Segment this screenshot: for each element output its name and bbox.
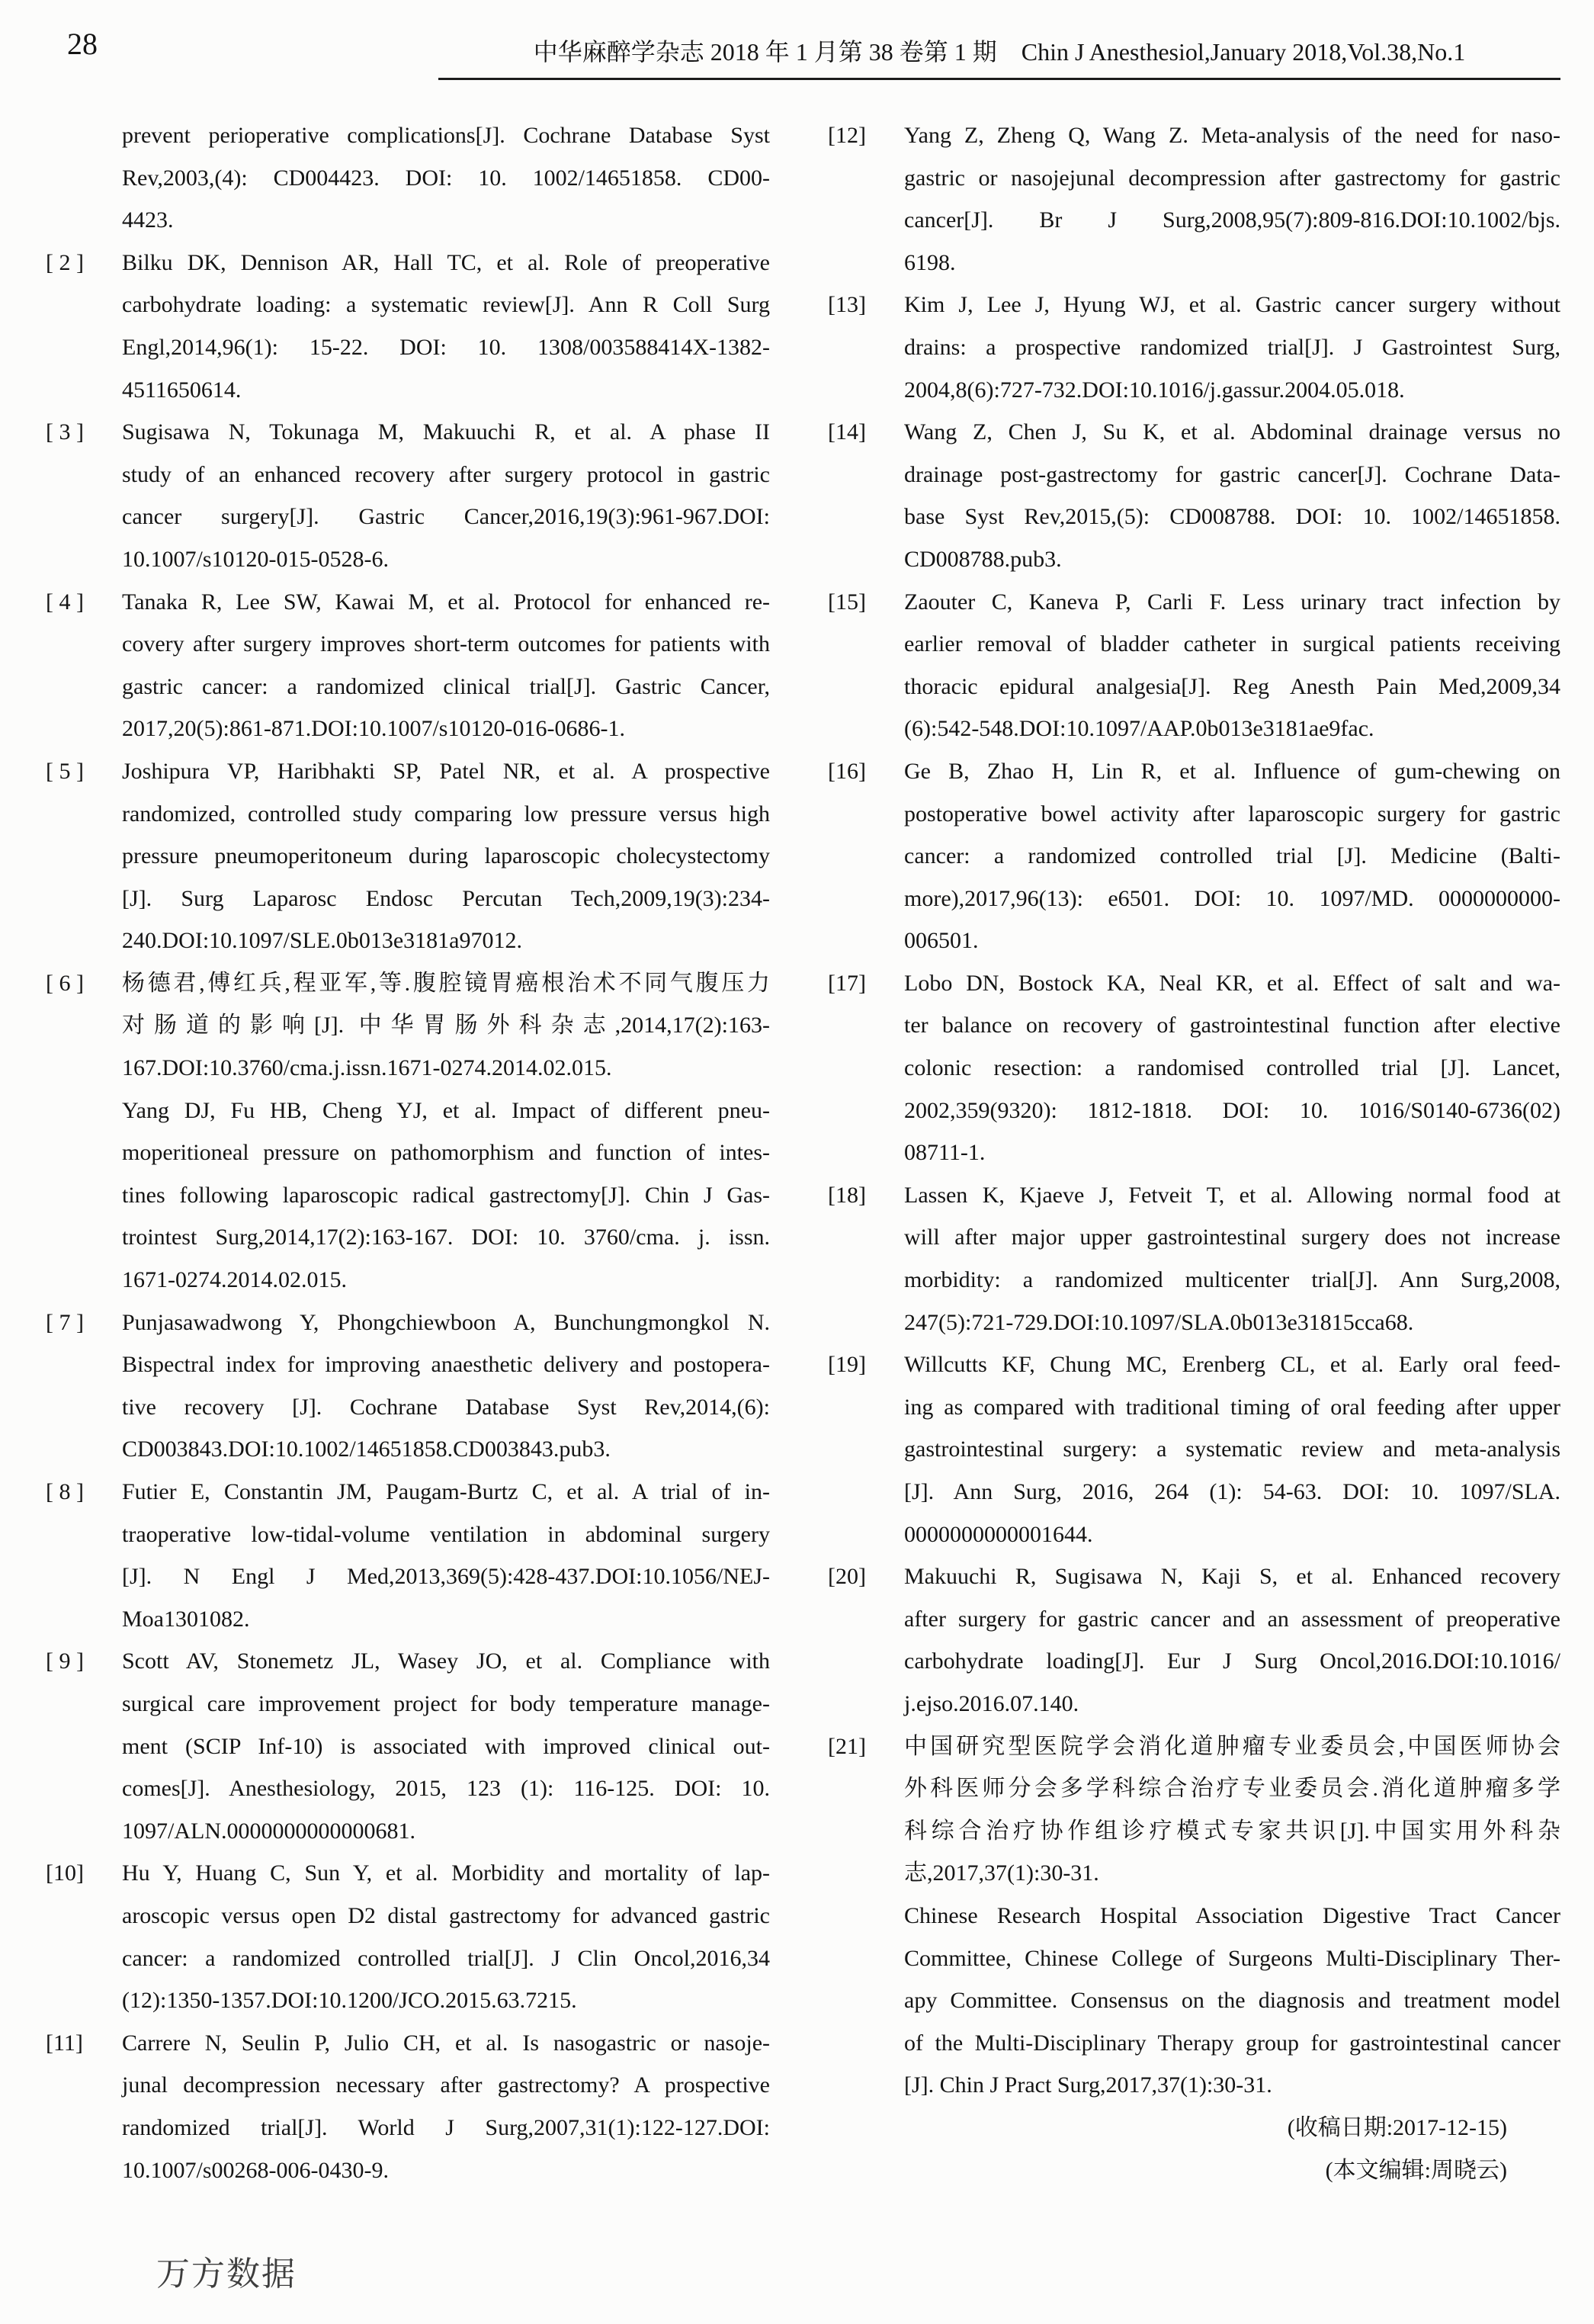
reference-block [828, 962, 1560, 1174]
reference-line: study of an enhanced recovery after surgery protocol in gastric [122, 461, 770, 487]
reference-line: (本文编辑:周晓云) [1325, 2157, 1507, 2183]
reference-line: Bispectral index for improving anaesthetic delivery and postopera- [122, 1352, 770, 1378]
reference-block [828, 1343, 1560, 1555]
reference-label: [12] [828, 123, 866, 148]
reference-block [828, 1725, 1560, 1895]
reference-line: 1671-0274.2014.02.015. [122, 1267, 347, 1293]
reference-line: 4511650614. [122, 377, 242, 403]
reference-line: 167.DOI:10.3760/cma.j.issn.1671-0274.2014.02.015. [122, 1055, 612, 1081]
reference-line: 08711-1. [904, 1140, 986, 1166]
reference-line: morbidity: a randomized multicenter trial[J]. Ann Surg,2008, [904, 1267, 1560, 1293]
reference-line: trointest Surg,2014,17(2):163-167. DOI: 10. 3760/cma. j. issn. [122, 1225, 770, 1250]
reference-line: apy Committee. Consensus on the diagnosis and treatment model [904, 1988, 1560, 2014]
reference-line: carbohydrate loading[J]. Eur J Surg Oncol,2016.DOI:10.1016/ [904, 1648, 1560, 1674]
reference-label: [21] [828, 1733, 866, 1759]
reference-line: (6):542-548.DOI:10.1097/AAP.0b013e3181ae9fac. [904, 716, 1374, 742]
reference-line: (12):1350-1357.DOI:10.1200/JCO.2015.63.7215. [122, 1988, 577, 2014]
reference-line: 247(5):721-729.DOI:10.1097/SLA.0b013e31815cca68. [904, 1309, 1414, 1335]
reference-block [46, 1640, 770, 1852]
reference-block [46, 1852, 770, 2021]
reference-block [828, 2149, 1560, 2192]
reference-block [46, 242, 770, 411]
reference-line: aroscopic versus open D2 distal gastrectomy for advanced gastric [122, 1902, 770, 1928]
reference-line: earlier removal of bladder catheter in surgical patients receiving [904, 631, 1560, 657]
watermark-wanfang: 万方数据 [156, 2255, 297, 2293]
reference-line: 4423. [122, 207, 174, 233]
reference-line: Moa1301082. [122, 1606, 250, 1632]
reference-line: 2017,20(5):861-871.DOI:10.1007/s10120-016-0686-1. [122, 716, 625, 742]
reference-label: [ 8 ] [46, 1479, 84, 1504]
reference-columns [46, 114, 1560, 2191]
reference-line: thoracic epidural analgesia[J]. Reg Anesth Pain Med,2009,34 [904, 673, 1560, 699]
reference-block [46, 114, 770, 242]
reference-line: gastric cancer: a randomized clinical trial[J]. Gastric Cancer, [122, 673, 770, 699]
reference-line: 外科医师分会多学科综合治疗专业委员会.消化道肿瘤多学 [904, 1776, 1560, 1802]
reference-list-right [828, 114, 1560, 2191]
reference-line: 中国研究型医院学会消化道肿瘤专业委员会,中国医师协会 [904, 1733, 1560, 1759]
reference-label: [14] [828, 419, 866, 445]
reference-line: j.ejso.2016.07.140. [904, 1690, 1079, 1716]
reference-line: Punjasawadwong Y, Phongchiewboon A, Bunchungmongkol N. [122, 1309, 770, 1335]
reference-label: [ 6 ] [46, 970, 84, 996]
reference-line: Chinese Research Hospital Association Digestive Tract Cancer [904, 1902, 1560, 1928]
reference-label: [10] [46, 1860, 84, 1886]
reference-label: [20] [828, 1564, 866, 1590]
reference-line: 0000000000001644. [904, 1521, 1093, 1547]
reference-line: more),2017,96(13): e6501. DOI: 10. 1097/MD. 0000000000- [904, 885, 1560, 911]
reference-label: [16] [828, 758, 866, 784]
reference-line: base Syst Rev,2015,(5): CD008788. DOI: 10. 1002/14651858. [904, 504, 1560, 530]
reference-line: colonic resection: a randomised controlled trial [J]. Lancet, [904, 1055, 1560, 1081]
reference-label: [18] [828, 1182, 866, 1208]
reference-block [46, 1090, 770, 1302]
reference-line: CD003843.DOI:10.1002/14651858.CD003843.pub3. [122, 1436, 611, 1462]
reference-block [46, 1471, 770, 1640]
reference-line: moperitioneal pressure on pathomorphism and function of intes- [122, 1140, 770, 1166]
reference-line: 10.1007/s00268-006-0430-9. [122, 2157, 389, 2183]
reference-line: tive recovery [J]. Cochrane Database Syst Rev,2014,(6): [122, 1394, 770, 1420]
reference-line: pressure pneumoperitoneum during laparoscopic cholecystectomy [122, 843, 770, 869]
reference-label: [13] [828, 292, 866, 318]
reference-block [46, 750, 770, 962]
reference-line: Futier E, Constantin JM, Paugam-Burtz C, et al. A trial of in- [122, 1479, 770, 1504]
reference-label: [17] [828, 970, 866, 996]
reference-block [828, 114, 1560, 284]
reference-line: surgical care improvement project for body temperature manage- [122, 1690, 770, 1716]
reference-block [828, 1895, 1560, 2107]
reference-line: gastrointestinal surgery: a systematic review and meta-analysis [904, 1436, 1560, 1462]
reference-line: Hu Y, Huang C, Sun Y, et al. Morbidity and mortality of lap- [122, 1860, 770, 1886]
reference-line: comes[J]. Anesthesiology, 2015, 123 (1): 116-125. DOI: 10. [122, 1776, 770, 1802]
reference-line: 240.DOI:10.1097/SLE.0b013e3181a97012. [122, 928, 522, 954]
reference-line: 10.1007/s10120-015-0528-6. [122, 546, 389, 572]
reference-block [828, 1555, 1560, 1725]
reference-line: Sugisawa N, Tokunaga M, Makuuchi R, et al. A phase II [122, 419, 770, 445]
reference-line: postoperative bowel activity after laparoscopic surgery for gastric [904, 801, 1560, 827]
reference-line: after surgery for gastric cancer and an assessment of preoperative [904, 1606, 1560, 1632]
reference-line: tines following laparoscopic radical gastrectomy[J]. Chin J Gas- [122, 1182, 770, 1208]
reference-label: [15] [828, 589, 866, 615]
journal-header: 中华麻醉学杂志 2018 年 1 月第 38 卷第 1 期 Chin J Anesthesiol,January 2018,Vol.38,No.1 [438, 37, 1560, 80]
reference-line: ing as compared with traditional timing of oral feeding after upper [904, 1394, 1560, 1420]
reference-line: Yang DJ, Fu HB, Cheng YJ, et al. Impact of different pneu- [122, 1097, 770, 1123]
reference-line: (收稿日期:2017-12-15) [1287, 2114, 1507, 2140]
reference-label: [19] [828, 1352, 866, 1378]
reference-block [46, 581, 770, 750]
reference-line: drains: a prospective randomized trial[J]. J Gastrointest Surg, [904, 334, 1560, 360]
reference-line: covery after surgery improves short-term outcomes for patients with [122, 631, 770, 657]
reference-line: [J]. N Engl J Med,2013,369(5):428-437.DOI:10.1056/NEJ- [122, 1564, 770, 1590]
reference-line: drainage post-gastrectomy for gastric cancer[J]. Cochrane Data- [904, 461, 1560, 487]
reference-line: Yang Z, Zheng Q, Wang Z. Meta-analysis of the need for naso- [904, 123, 1560, 148]
reference-line: 6198. [904, 249, 956, 275]
reference-block [828, 750, 1560, 962]
reference-line: Ge B, Zhao H, Lin R, et al. Influence of gum-chewing on [904, 758, 1560, 784]
reference-line: randomized, controlled study comparing low pressure versus high [122, 801, 770, 827]
reference-line: 杨德君,傅红兵,程亚军,等.腹腔镜胃癌根治术不同气腹压力 [122, 970, 770, 996]
reference-block [828, 581, 1560, 750]
reference-line: Scott AV, Stonemetz JL, Wasey JO, et al. Compliance with [122, 1648, 770, 1674]
reference-line: cancer surgery[J]. Gastric Cancer,2016,19(3):961-967.DOI: [122, 504, 770, 530]
reference-label: [11] [46, 2030, 83, 2056]
reference-line: [J]. Chin J Pract Surg,2017,37(1):30-31. [904, 2072, 1272, 2098]
reference-line: 2004,8(6):727-732.DOI:10.1016/j.gassur.2004.05.018. [904, 377, 1405, 403]
reference-line: Carrere N, Seulin P, Julio CH, et al. Is nasogastric or nasoje- [122, 2030, 770, 2056]
reference-line: [J]. Surg Laparosc Endosc Percutan Tech,2009,19(3):234- [122, 885, 770, 911]
reference-line: 对肠道的影响[J]. 中华胃肠外科杂志,2014,17(2):163- [122, 1013, 770, 1038]
reference-block [828, 284, 1560, 411]
reference-label: [ 2 ] [46, 249, 84, 275]
reference-line: Willcutts KF, Chung MC, Erenberg CL, et al. Early oral feed- [904, 1352, 1560, 1378]
reference-line: ter balance on recovery of gastrointestinal function after elective [904, 1013, 1560, 1038]
reference-line: Zaouter C, Kaneva P, Carli F. Less urinary tract infection by [904, 589, 1560, 615]
reference-block [46, 411, 770, 580]
reference-block [828, 411, 1560, 580]
reference-line: Joshipura VP, Haribhakti SP, Patel NR, et al. A prospective [122, 758, 770, 784]
reference-line: randomized trial[J]. World J Surg,2007,31(1):122-127.DOI: [122, 2114, 770, 2140]
reference-line: 006501. [904, 928, 979, 954]
reference-line: [J]. Ann Surg, 2016, 264 (1): 54-63. DOI: 10. 1097/SLA. [904, 1479, 1560, 1504]
reference-line: cancer[J]. Br J Surg,2008,95(7):809-816.DOI:10.1002/bjs. [904, 207, 1560, 233]
reference-line: carbohydrate loading: a systematic review[J]. Ann R Coll Surg [122, 292, 770, 318]
reference-line: Bilku DK, Dennison AR, Hall TC, et al. Role of preoperative [122, 249, 770, 275]
reference-line: Rev,2003,(4): CD004423. DOI: 10. 1002/14651858. CD00- [122, 165, 770, 191]
reference-line: 2002,359(9320): 1812-1818. DOI: 10. 1016/S0140-6736(02) [904, 1097, 1560, 1123]
reference-block [828, 2107, 1560, 2149]
reference-label: [ 7 ] [46, 1309, 84, 1335]
reference-line: 科综合治疗协作组诊疗模式专家共识[J].中国实用外科杂 [904, 1818, 1560, 1844]
reference-line: Lobo DN, Bostock KA, Neal KR, et al. Effect of salt and wa- [904, 970, 1560, 996]
reference-line: junal decompression necessary after gastrectomy? A prospective [122, 2072, 770, 2098]
reference-line: 志,2017,37(1):30-31. [904, 1860, 1099, 1886]
reference-block [46, 1302, 770, 1471]
reference-label: [ 4 ] [46, 589, 84, 615]
reference-label: [ 9 ] [46, 1648, 84, 1674]
reference-line: Lassen K, Kjaeve J, Fetveit T, et al. Allowing normal food at [904, 1182, 1560, 1208]
reference-label: [ 3 ] [46, 419, 84, 445]
reference-line: CD008788.pub3. [904, 546, 1062, 572]
reference-line: of the Multi-Disciplinary Therapy group for gastrointestinal cancer [904, 2030, 1560, 2056]
reference-line: cancer: a randomized controlled trial [J]. Medicine (Balti- [904, 843, 1560, 869]
reference-block [828, 1174, 1560, 1343]
reference-line: will after major upper gastrointestinal surgery does not increase [904, 1225, 1560, 1250]
reference-block [46, 2022, 770, 2191]
reference-line: Kim J, Lee J, Hyung WJ, et al. Gastric cancer surgery without [904, 292, 1560, 318]
reference-line: Committee, Chinese College of Surgeons Multi-Disciplinary Ther- [904, 1945, 1560, 1971]
reference-line: Tanaka R, Lee SW, Kawai M, et al. Protocol for enhanced re- [122, 589, 770, 615]
reference-line: Wang Z, Chen J, Su K, et al. Abdominal drainage versus no [904, 419, 1560, 445]
reference-block [46, 962, 770, 1090]
reference-line: prevent perioperative complications[J]. Cochrane Database Syst [122, 123, 770, 148]
reference-line: traoperative low-tidal-volume ventilation in abdominal surgery [122, 1521, 770, 1547]
reference-line: 1097/ALN.0000000000000681. [122, 1818, 415, 1844]
reference-line: ment (SCIP Inf-10) is associated with improved clinical out- [122, 1733, 770, 1759]
reference-line: cancer: a randomized controlled trial[J]. J Clin Oncol,2016,34 [122, 1945, 770, 1971]
reference-line: gastric or nasojejunal decompression after gastrectomy for gastric [904, 165, 1560, 191]
reference-list-left [46, 114, 770, 2191]
page-number: 28 [67, 27, 98, 61]
reference-line: Makuuchi R, Sugisawa N, Kaji S, et al. Enhanced recovery [904, 1564, 1560, 1590]
reference-line: Engl,2014,96(1): 15-22. DOI: 10. 1308/003588414X-1382- [122, 334, 770, 360]
reference-label: [ 5 ] [46, 758, 84, 784]
